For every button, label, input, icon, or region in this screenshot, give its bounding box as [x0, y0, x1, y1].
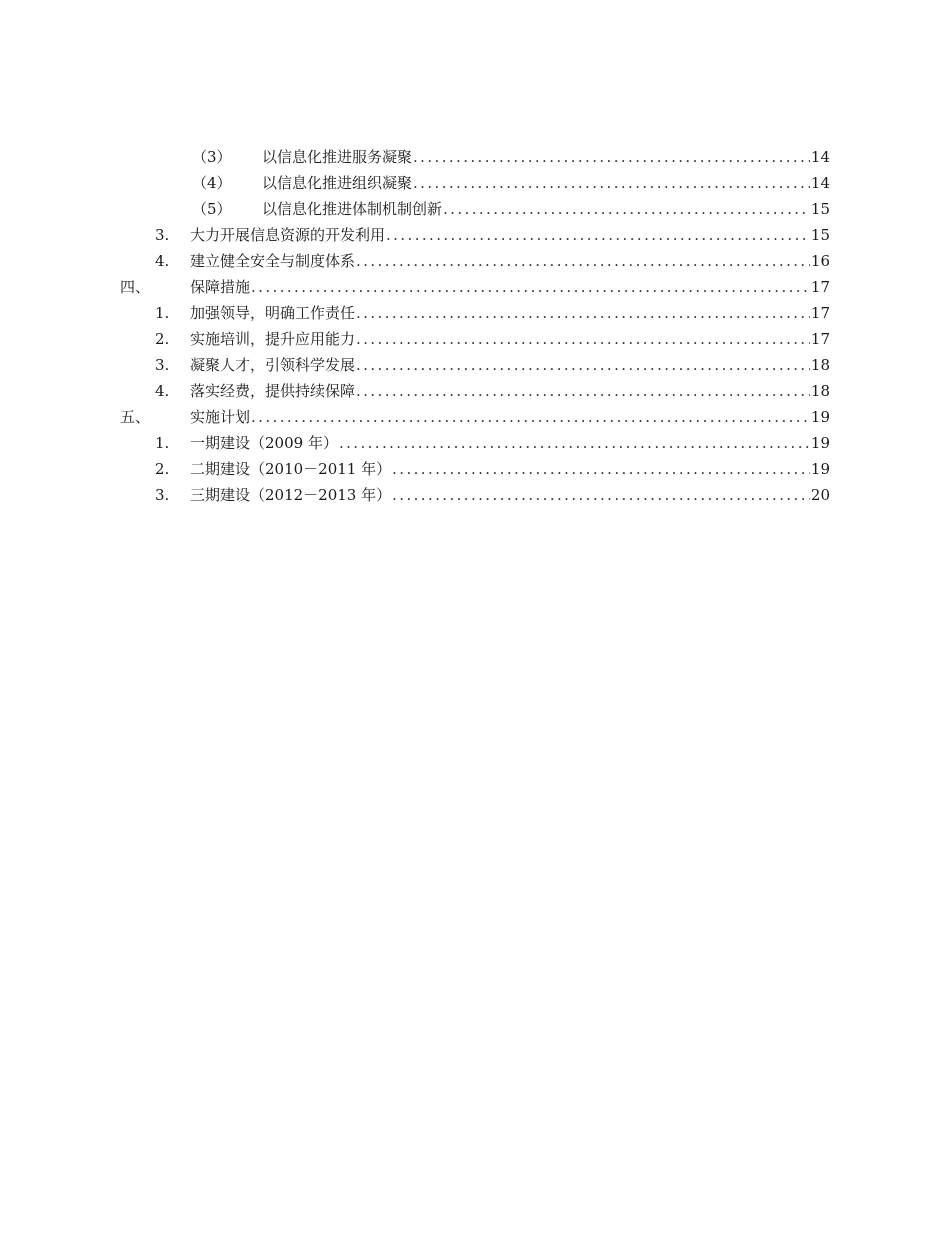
toc-entry-main: [190, 352, 830, 378]
toc-entry-page[interactable]: 17: [810, 330, 830, 348]
toc-entry-page[interactable]: 19: [810, 460, 830, 478]
toc-entry-number: 四、: [120, 278, 151, 296]
toc-entry-page[interactable]: 18: [810, 356, 830, 374]
toc-entry-number: 五、: [120, 408, 151, 426]
toc-entry-page[interactable]: 19: [810, 434, 830, 452]
toc-entry-page[interactable]: 20: [810, 486, 830, 504]
toc-entry[interactable]: [0, 430, 950, 456]
dot-leader: [251, 404, 810, 430]
toc-entry[interactable]: [0, 352, 950, 378]
toc-entry-page[interactable]: 16: [810, 252, 830, 270]
toc-entry[interactable]: [0, 378, 950, 404]
toc-entry-main: [262, 144, 830, 170]
toc-entry-number: 4.: [155, 382, 170, 400]
dot-leader: [386, 222, 810, 248]
toc-entry[interactable]: [0, 222, 950, 248]
toc-entry-main: [190, 300, 830, 326]
toc-entry-main: [190, 404, 830, 430]
toc-entry-title[interactable]: 落实经费，提供持续保障: [190, 382, 356, 400]
dot-leader: [443, 196, 810, 222]
toc-entry-main: [190, 248, 830, 274]
toc-entry-title[interactable]: 以信息化推进服务凝聚: [262, 148, 413, 166]
toc-entry-page[interactable]: 18: [810, 382, 830, 400]
toc-entry[interactable]: [0, 170, 950, 196]
toc-entry-title[interactable]: 实施培训，提升应用能力: [190, 330, 356, 348]
toc-entry-title[interactable]: 二期建设（2010－2011 年）: [190, 460, 392, 478]
dot-leader: [356, 300, 810, 326]
toc-entry-page[interactable]: 17: [810, 304, 830, 322]
toc-entry-page[interactable]: 14: [810, 148, 830, 166]
dot-leader: [356, 248, 810, 274]
toc-entry-number: 4.: [155, 252, 170, 270]
toc-entry-title[interactable]: 以信息化推进体制机制创新: [262, 200, 443, 218]
toc-entry[interactable]: [0, 196, 950, 222]
toc-entry-title[interactable]: 加强领导，明确工作责任: [190, 304, 356, 322]
dot-leader: [356, 326, 810, 352]
toc-entry-number: （4）: [192, 174, 232, 192]
toc-entry-title[interactable]: 以信息化推进组织凝聚: [262, 174, 413, 192]
dot-leader: [392, 482, 810, 508]
toc-entry[interactable]: [0, 248, 950, 274]
toc-entry-number: 1.: [155, 304, 170, 322]
toc-entry-number: （3）: [192, 148, 232, 166]
toc-entry[interactable]: [0, 404, 950, 430]
toc-entry-title[interactable]: 一期建设（2009 年）: [190, 434, 338, 452]
toc-entry-title[interactable]: 凝聚人才，引领科学发展: [190, 356, 356, 374]
table-of-contents: [0, 144, 950, 508]
toc-entry[interactable]: [0, 482, 950, 508]
toc-entry-number: （5）: [192, 200, 232, 218]
toc-entry-title[interactable]: 实施计划: [190, 408, 251, 426]
toc-entry-number: 3.: [155, 226, 170, 244]
toc-entry-number: 2.: [155, 460, 170, 478]
dot-leader: [413, 170, 810, 196]
toc-entry-main: [190, 222, 830, 248]
toc-entry[interactable]: [0, 300, 950, 326]
toc-entry[interactable]: [0, 274, 950, 300]
toc-entry-number: 3.: [155, 486, 170, 504]
toc-entry-title[interactable]: 三期建设（2012－2013 年）: [190, 486, 392, 504]
toc-entry-page[interactable]: 14: [810, 174, 830, 192]
toc-entry[interactable]: [0, 144, 950, 170]
toc-entry-page[interactable]: 15: [810, 200, 830, 218]
toc-entry-main: [190, 378, 830, 404]
toc-entry-title[interactable]: 大力开展信息资源的开发利用: [190, 226, 386, 244]
toc-entry-main: [190, 456, 830, 482]
toc-entry-main: [262, 170, 830, 196]
toc-entry-number: 2.: [155, 330, 170, 348]
dot-leader: [339, 430, 810, 456]
toc-entry-main: [262, 196, 830, 222]
toc-entry-number: 1.: [155, 434, 170, 452]
toc-entry-main: [190, 430, 830, 456]
dot-leader: [392, 456, 810, 482]
toc-entry[interactable]: [0, 326, 950, 352]
toc-entry-title[interactable]: 保障措施: [190, 278, 251, 296]
toc-entry-main: [190, 482, 830, 508]
dot-leader: [356, 378, 810, 404]
toc-entry[interactable]: [0, 456, 950, 482]
toc-entry-page[interactable]: 17: [810, 278, 830, 296]
dot-leader: [356, 352, 810, 378]
toc-entry-page[interactable]: 15: [810, 226, 830, 244]
toc-entry-main: [190, 326, 830, 352]
toc-entry-page[interactable]: 19: [810, 408, 830, 426]
dot-leader: [251, 274, 810, 300]
dot-leader: [413, 144, 810, 170]
toc-entry-main: [190, 274, 830, 300]
toc-entry-title[interactable]: 建立健全安全与制度体系: [190, 252, 356, 270]
toc-entry-number: 3.: [155, 356, 170, 374]
